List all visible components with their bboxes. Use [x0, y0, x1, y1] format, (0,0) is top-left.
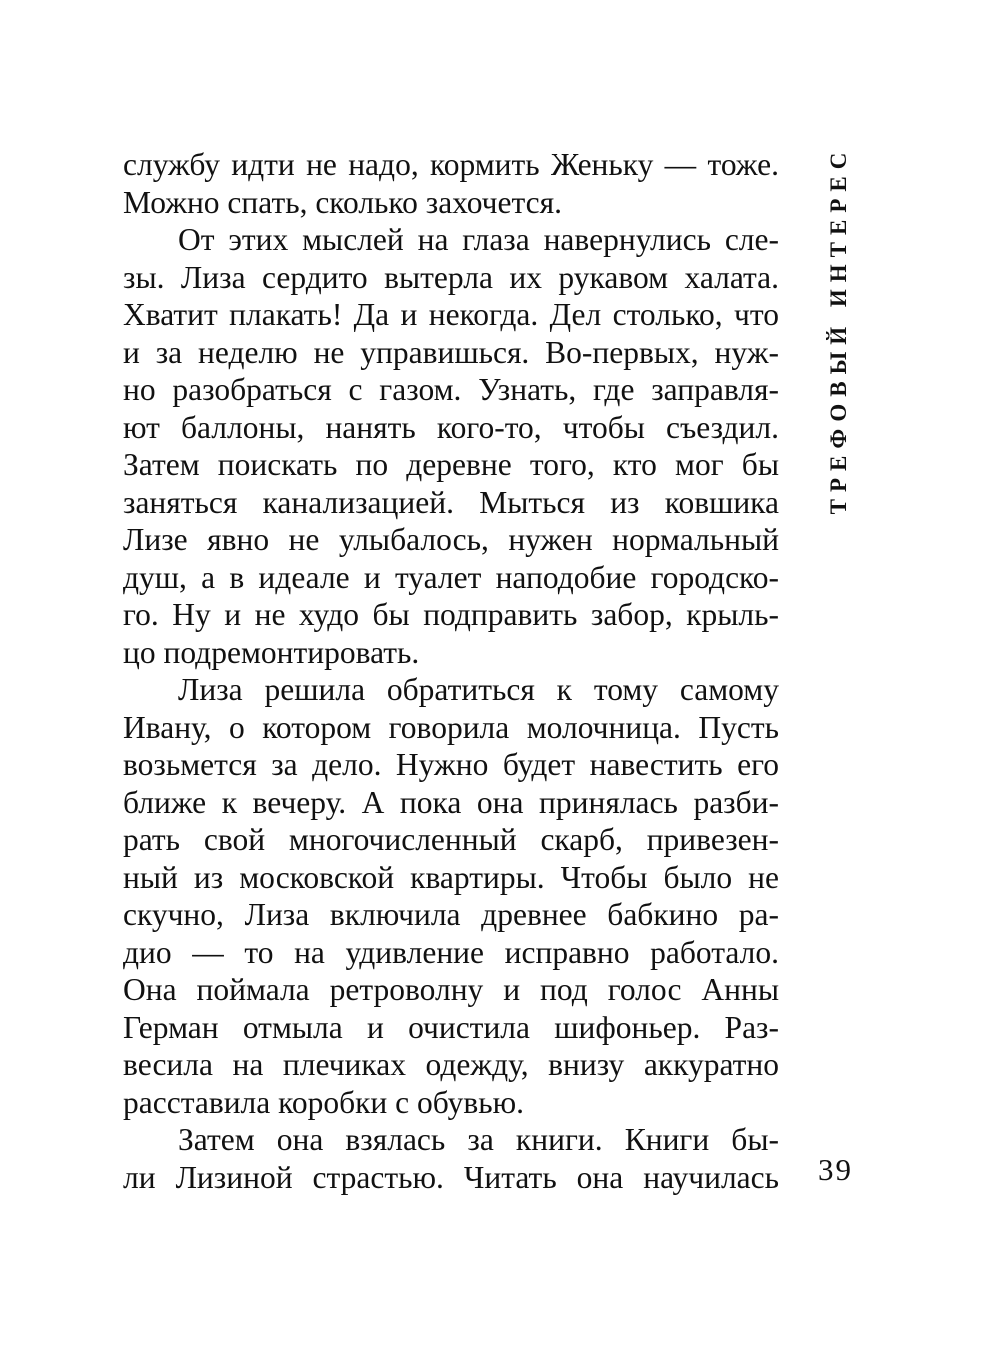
page-number: 39: [818, 1152, 853, 1187]
text-line: расставила коробки с обувью.: [123, 1084, 524, 1120]
text-line: но разобраться с газом. Узнать, где заправля-: [123, 372, 779, 407]
text-line: Лизе явно не улыбалось, нужен нормальный: [123, 522, 779, 557]
text-line: Затем поискать по деревне того, кто мог бы: [123, 447, 779, 482]
text-line: Она поймала ретроволну и под голос Анны: [123, 972, 779, 1007]
text-line: От этих мыслей на глаза навернулись сле-: [178, 222, 779, 257]
running-head-title: ТРЕФОВЫЙ ИНТЕРЕС: [826, 145, 851, 515]
text-line: скучно, Лиза включила древнее бабкино ра-: [123, 897, 779, 932]
body-text: [123, 146, 779, 1196]
text-line: рать свой многочисленный скарб, привезен-: [123, 822, 779, 857]
text-line: душ, а в идеале и туалет наподобие городско-: [123, 559, 779, 595]
text-line: Затем она взялась за книги. Книги бы-: [178, 1122, 779, 1157]
text-line: ближе к вечеру. А пока она принялась разби-: [123, 784, 779, 820]
text-line: Хватит плакать! Да и некогда. Дел столько, что: [123, 297, 779, 332]
text-line: ют баллоны, нанять кого-то, чтобы съездил.: [123, 409, 779, 445]
text-line: ный из московской квартиры. Чтобы было не: [123, 859, 779, 895]
text-line: Можно спать, сколько захочется.: [123, 184, 562, 220]
text-line: службу идти не надо, кормить Женьку — тоже.: [123, 147, 779, 182]
text-line: заняться канализацией. Мыться из ковшика: [123, 484, 779, 520]
text-line: Лиза решила обратиться к тому самому: [178, 672, 779, 707]
text-line: Герман отмыла и очистила шифоньер. Раз-: [123, 1009, 779, 1045]
text-line: цо подремонтировать.: [123, 634, 420, 670]
text-line: зы. Лиза сердито вытерла их рукавом халата.: [123, 259, 779, 295]
text-line: Ивану, о котором говорила молочница. Пусть: [123, 709, 779, 745]
text-line: дио — то на удивление исправно работало.: [123, 934, 779, 970]
text-line: весила на плечиках одежду, внизу аккуратно: [123, 1047, 779, 1082]
text-line: возьмется за дело. Нужно будет навестить его: [123, 747, 779, 782]
text-line: ли Лизиной страстью. Читать она научилась: [123, 1159, 779, 1195]
text-line: и за неделю не управишься. Во-первых, нуж-: [123, 334, 779, 370]
text-line: го. Ну и не худо бы подправить забор, крыль-: [123, 597, 779, 632]
